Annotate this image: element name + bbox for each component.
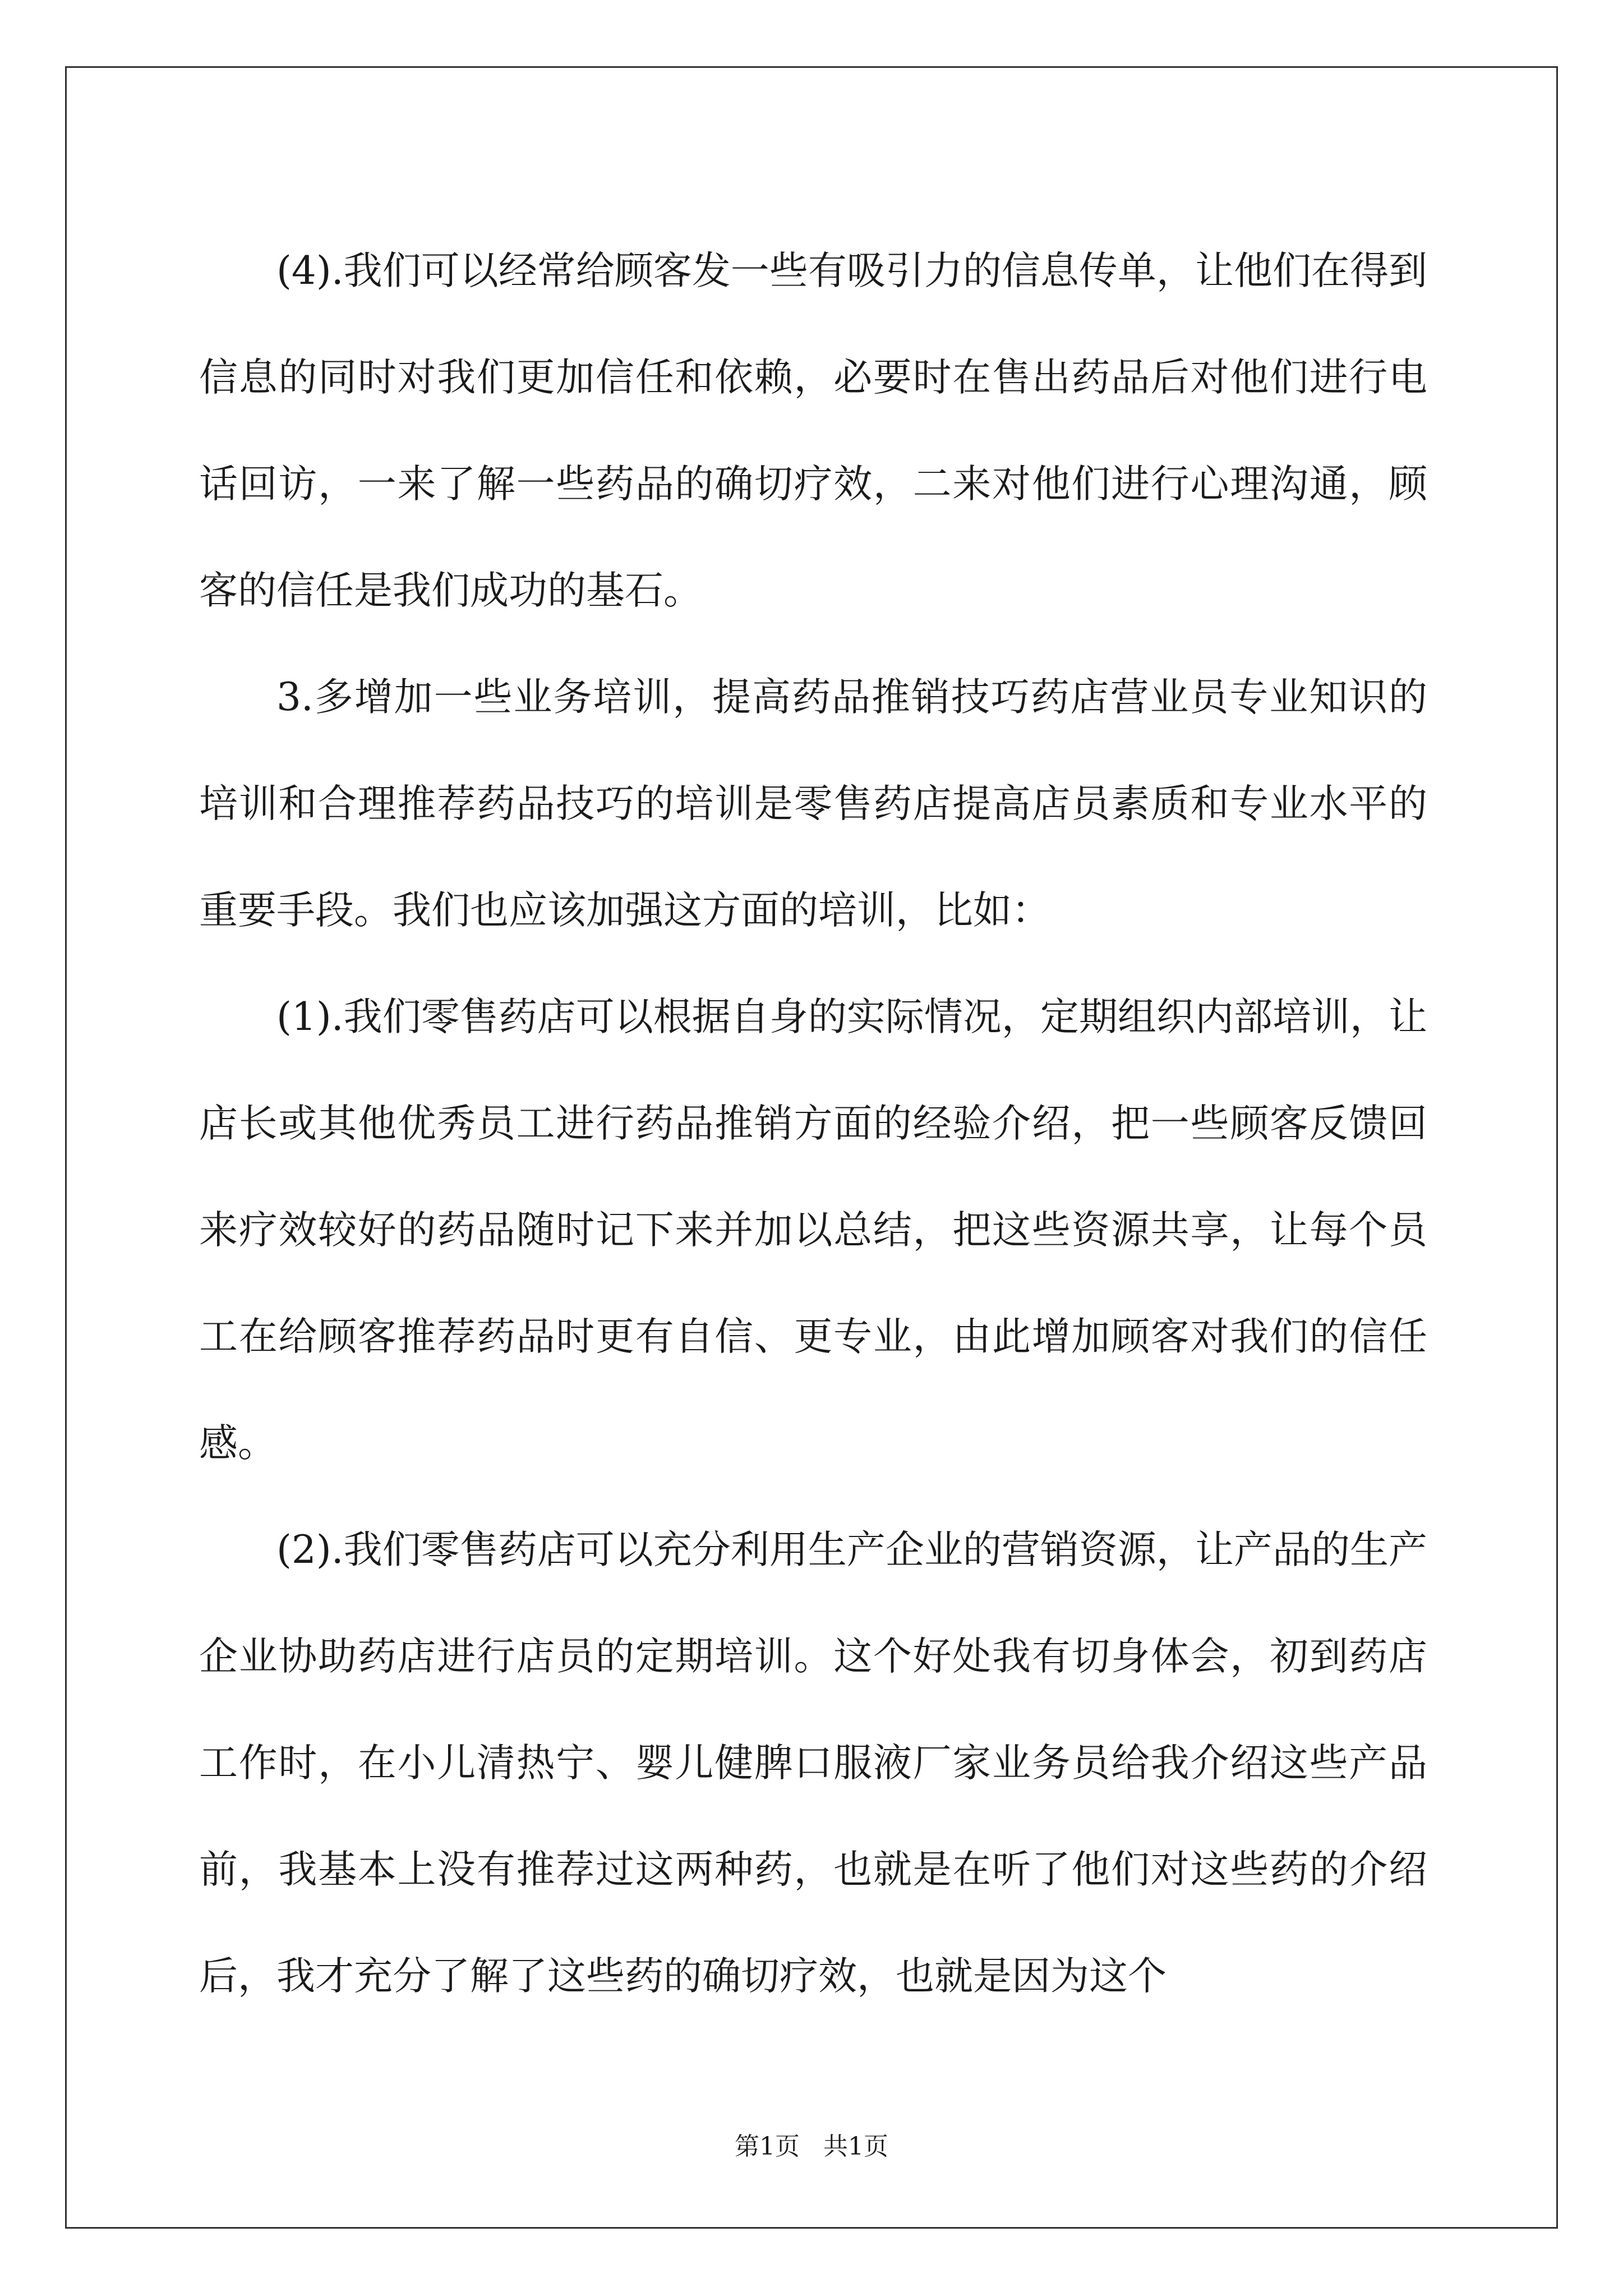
paragraph-4: (2).我们零售药店可以充分利用生产企业的营销资源，让产品的生产企业协助药店进行店员的定期培训。这个好处我有切身体会，初到药店工作时，在小儿清热宁、婴儿健脾口服液厂家业务员给我介绍这些产品前，我基本上没有推荐过这两种药，也就是在听了他们对这些药的介绍后，我才充分了解了这些药的确切疗效，也就是因为这个 (199, 1527, 1427, 1999)
paragraph-3: (1).我们零售药店可以根据自身的实际情况，定期组织内部培训，让店长或其他优秀员工进行药品推销方面的经验介绍，把一些顾客反馈回来疗效较好的药品随时记下来并加以总结，把这些资源共享，让每个员工在给顾客推荐药品时更有自信、更专业，由此增加顾客对我们的信任感。 (199, 995, 1427, 1466)
page-number-footer: 第1页 共1页 (735, 2132, 888, 2161)
paragraph-1: (4).我们可以经常给顾客发一些有吸引力的信息传单，让他们在得到信息的同时对我们更加信任和依赖，必要时在售出药品后对他们进行电话回访，一来了解一些药品的确切疗效，二来对他们进行心理沟通，顾客的信任是我们成功的基石。 (199, 249, 1427, 613)
document-body (199, 218, 1427, 2030)
paragraph-2: 3.多增加一些业务培训，提高药品推销技巧药店营业员专业知识的培训和合理推荐药品技巧的培训是零售药店提高店员素质和专业水平的重要手段。我们也应该加强这方面的培训，比如： (199, 675, 1427, 933)
